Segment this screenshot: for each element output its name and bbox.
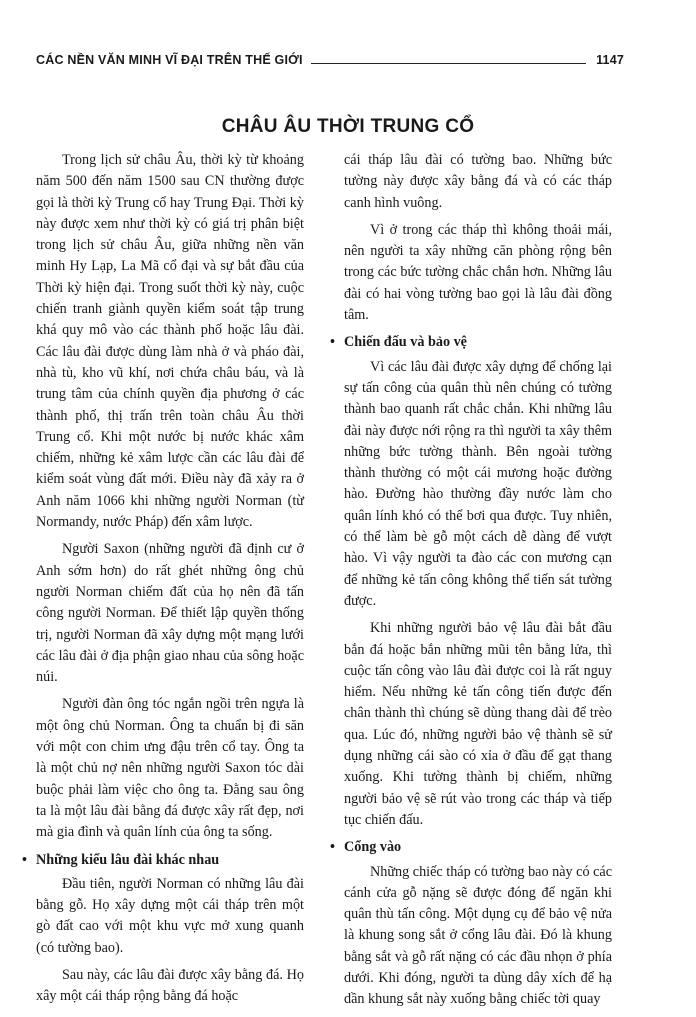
section-heading: • Cổng vào bbox=[330, 837, 612, 858]
paragraph: Khi những người bảo vệ lâu đài bắt đầu bắn đá hoặc bắn những mũi tên bằng lửa, thì cuộc tấn công vào lâu đài được coi là rất nguy hiểm. Nếu những kẻ tấn công tiến được đến chân thành thì chúng sẽ dùng thang dài để trèo qua. Lúc đó, những người bảo vệ thành sẽ sử dụng những cái sào có xỉa ở đầu để gạt thang xuống. Khi tường thành bị chiếm, những người bảo vệ sẽ rút vào trong các tháp và tiếp tục chiến đấu. bbox=[344, 620, 612, 828]
running-title: CÁC NỀN VĂN MINH VĨ ĐẠI TRÊN THẾ GIỚI bbox=[36, 53, 303, 67]
page-number: 1147 bbox=[596, 53, 624, 67]
section-heading: • Chiến đấu và bảo vệ bbox=[330, 332, 612, 353]
paragraph: Vì ở trong các tháp thì không thoải mái, nên người ta xây những căn phòng rộng bên trong các bức tường chắc chắn hơn. Những lâu đài có hai vòng tường bao gọi là lâu đài đồng tâm. bbox=[344, 221, 612, 324]
paragraph: Đầu tiên, người Norman có những lâu đài bằng gỗ. Họ xây dựng một cái tháp trên một gò đất cao với một khu vực mở xung quanh (có tường bao). bbox=[36, 875, 304, 956]
right-column bbox=[344, 150, 612, 1017]
paragraph: Vì các lâu đài được xây dựng để chống lại sự tấn công của quân thù nên chúng có tường thành bao quanh rất chắc chắn. Khi những lâu đài này được nới rộng ra thì người ta xây thêm những bức tường thành. Bên ngoài tường thành thường có một cái mương hoặc đường hào. Đường hào thường đầy nước làm cho quân lính khó có thể bơi qua được. Tuy nhiên, có thể làm bè gỗ một cách dễ dàng để vượt hào. Vì vậy người ta đào các con mương cạn để những kẻ tấn công không thể tiến sát tường được. bbox=[344, 358, 612, 609]
header-rule bbox=[311, 63, 586, 64]
paragraph: Những chiếc tháp có tường bao này có các cánh cửa gỗ nặng sẽ được đóng để ngăn khi quân thù tấn công. Một dụng cụ để bảo vệ nửa là khung song sắt ở cổng lâu đài. Đó là khung bằng sắt và gỗ rất nặng có các đầu nhọn ở phía dưới. Khi đóng, người ta dùng dây xích để hạ dần khung sắt này xuống bằng chiếc tời quay bbox=[344, 863, 612, 1008]
left-column bbox=[36, 150, 304, 1014]
paragraph: Trong lịch sử châu Âu, thời kỳ từ khoảng năm 500 đến năm 1500 sau CN thường được gọi là thời kỳ Trung cổ hay Trung Đại. Thời kỳ này được xem như thời kỳ có giá trị phân biệt trong lịch sử châu Âu, giữa những nền văn minh Hy Lạp, La Mã cổ đại và sự bắt đầu của Thời kỳ hiện đại. Trong suốt thời kỳ này, cuộc chiến tranh giành quyền kiểm soát tập trung khá quy mô vào các thành phố hoặc lâu đài. Các lâu đài được dùng làm nhà ở và pháo đài, nhà tù, kho vũ khí, nơi chứa châu báu, và là trung tâm của chính quyền địa phương ở các thành phố, thị trấn trên toàn châu Âu thời Trung cổ. Khi một nước bị nước khác xâm chiếm, những kẻ xâm lược cần các lâu đài để kiểm soát vùng đất mới. Điều này đã xảy ra ở Anh năm 1066 khi những người Norman (từ Normandy, nước Pháp) đến xâm lược. bbox=[36, 152, 304, 531]
article-title: CHÂU ÂU THỜI TRUNG CỔ bbox=[221, 116, 475, 137]
paragraph: Người đàn ông tóc ngắn ngồi trên ngựa là một ông chủ Norman. Ông ta chuẩn bị đi săn với một con chim ưng đậu trên cổ tay. Ông ta là một chủ nợ nên những người Saxon tóc dài buộc phải làm việc cho ông ta. Đằng sau ông ta là một lâu đài bằng đá được xây rất đẹp, nơi mà gia đình và quân lính của ông ta sống. bbox=[36, 696, 304, 841]
running-header bbox=[36, 47, 624, 67]
paragraph: Người Saxon (những người đã định cư ở Anh sớm hơn) do rất ghét những ông chủ người Norman chiếm đất của họ nên đã tấn công người Norman. Để thiết lập quyền thống trị, người Norman đã xây dựng một mạng lưới các lâu đài ở địa phận giao nhau của sông hoặc núi. bbox=[36, 541, 304, 686]
section-heading: • Những kiểu lâu đài khác nhau bbox=[22, 850, 304, 871]
paragraph: cái tháp lâu đài có tường bao. Những bức tường này được xây bằng đá và có các tháp canh hình vuông. bbox=[344, 152, 612, 211]
paragraph: Sau này, các lâu đài được xây bằng đá. Họ xây một cái tháp rộng bằng đá hoặc bbox=[36, 966, 304, 1005]
